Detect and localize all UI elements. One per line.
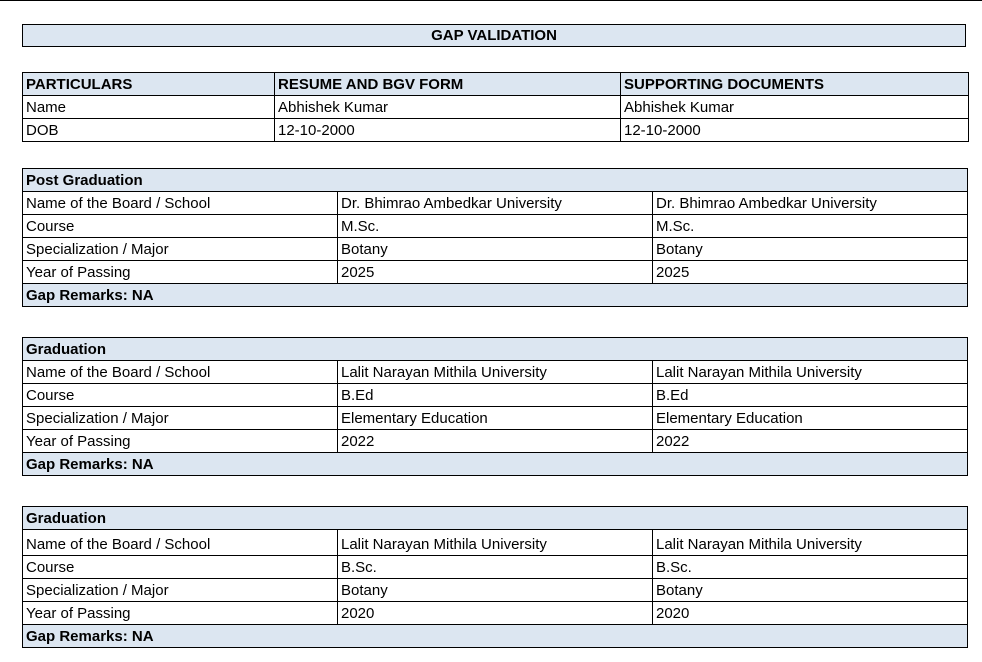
resume-value: Dr. Bhimrao Ambedkar University xyxy=(338,192,653,215)
docs-value: Botany xyxy=(653,238,968,261)
docs-value: M.Sc. xyxy=(653,215,968,238)
docs-value: Lalit Narayan Mithila University xyxy=(653,530,968,556)
resume-value: 2025 xyxy=(338,261,653,284)
docs-value: Dr. Bhimrao Ambedkar University xyxy=(653,192,968,215)
row-label: Specialization / Major xyxy=(23,238,338,261)
section-heading-row xyxy=(23,169,968,192)
graduation-table-bsc xyxy=(22,506,968,648)
table-row xyxy=(23,530,968,556)
docs-value: 2020 xyxy=(653,602,968,625)
docs-value: Elementary Education xyxy=(653,407,968,430)
table-row xyxy=(23,192,968,215)
page-title: GAP VALIDATION xyxy=(22,24,966,47)
resume-value: 2020 xyxy=(338,602,653,625)
header-supporting-docs: SUPPORTING DOCUMENTS xyxy=(621,73,969,96)
row-label: Name xyxy=(23,96,275,119)
table-row xyxy=(23,430,968,453)
section-heading-row xyxy=(23,338,968,361)
gap-remarks-row xyxy=(23,453,968,476)
gap-remarks: Gap Remarks: NA xyxy=(23,453,968,476)
resume-value: 12-10-2000 xyxy=(275,119,621,142)
row-label: Specialization / Major xyxy=(23,579,338,602)
table-row xyxy=(23,119,969,142)
docs-value: Botany xyxy=(653,579,968,602)
docs-value: B.Ed xyxy=(653,384,968,407)
header-row xyxy=(23,73,969,96)
table-row xyxy=(23,215,968,238)
section-heading-row xyxy=(23,507,968,530)
gap-remarks: Gap Remarks: NA xyxy=(23,284,968,307)
resume-value: Botany xyxy=(338,238,653,261)
personal-table xyxy=(22,72,969,142)
resume-value: M.Sc. xyxy=(338,215,653,238)
section-heading: Graduation xyxy=(23,507,968,530)
row-label: Year of Passing xyxy=(23,602,338,625)
resume-value: Elementary Education xyxy=(338,407,653,430)
row-label: Year of Passing xyxy=(23,261,338,284)
table-row xyxy=(23,556,968,579)
graduation-table-bed xyxy=(22,337,968,476)
row-label: Year of Passing xyxy=(23,430,338,453)
row-label: Name of the Board / School xyxy=(23,530,338,556)
row-label: Name of the Board / School xyxy=(23,192,338,215)
row-label: DOB xyxy=(23,119,275,142)
docs-value: B.Sc. xyxy=(653,556,968,579)
table-row xyxy=(23,96,969,119)
gap-remarks: Gap Remarks: NA xyxy=(23,625,968,648)
table-row xyxy=(23,361,968,384)
table-row xyxy=(23,261,968,284)
resume-value: Lalit Narayan Mithila University xyxy=(338,530,653,556)
section-heading: Graduation xyxy=(23,338,968,361)
resume-value: B.Sc. xyxy=(338,556,653,579)
resume-value: Botany xyxy=(338,579,653,602)
resume-value: Abhishek Kumar xyxy=(275,96,621,119)
resume-value: 2022 xyxy=(338,430,653,453)
header-particulars: PARTICULARS xyxy=(23,73,275,96)
docs-value: Lalit Narayan Mithila University xyxy=(653,361,968,384)
row-label: Name of the Board / School xyxy=(23,361,338,384)
gap-remarks-row xyxy=(23,284,968,307)
gap-remarks-row xyxy=(23,625,968,648)
docs-value: Abhishek Kumar xyxy=(621,96,969,119)
docs-value: 12-10-2000 xyxy=(621,119,969,142)
table-row xyxy=(23,602,968,625)
resume-value: B.Ed xyxy=(338,384,653,407)
row-label: Specialization / Major xyxy=(23,407,338,430)
row-label: Course xyxy=(23,384,338,407)
table-row xyxy=(23,238,968,261)
resume-value: Lalit Narayan Mithila University xyxy=(338,361,653,384)
row-label: Course xyxy=(23,556,338,579)
docs-value: 2025 xyxy=(653,261,968,284)
table-row xyxy=(23,384,968,407)
header-resume-bgv: RESUME AND BGV FORM xyxy=(275,73,621,96)
section-heading: Post Graduation xyxy=(23,169,968,192)
row-label: Course xyxy=(23,215,338,238)
table-row xyxy=(23,407,968,430)
top-border-line xyxy=(0,0,982,1)
table-row xyxy=(23,579,968,602)
post-graduation-table xyxy=(22,168,968,307)
docs-value: 2022 xyxy=(653,430,968,453)
